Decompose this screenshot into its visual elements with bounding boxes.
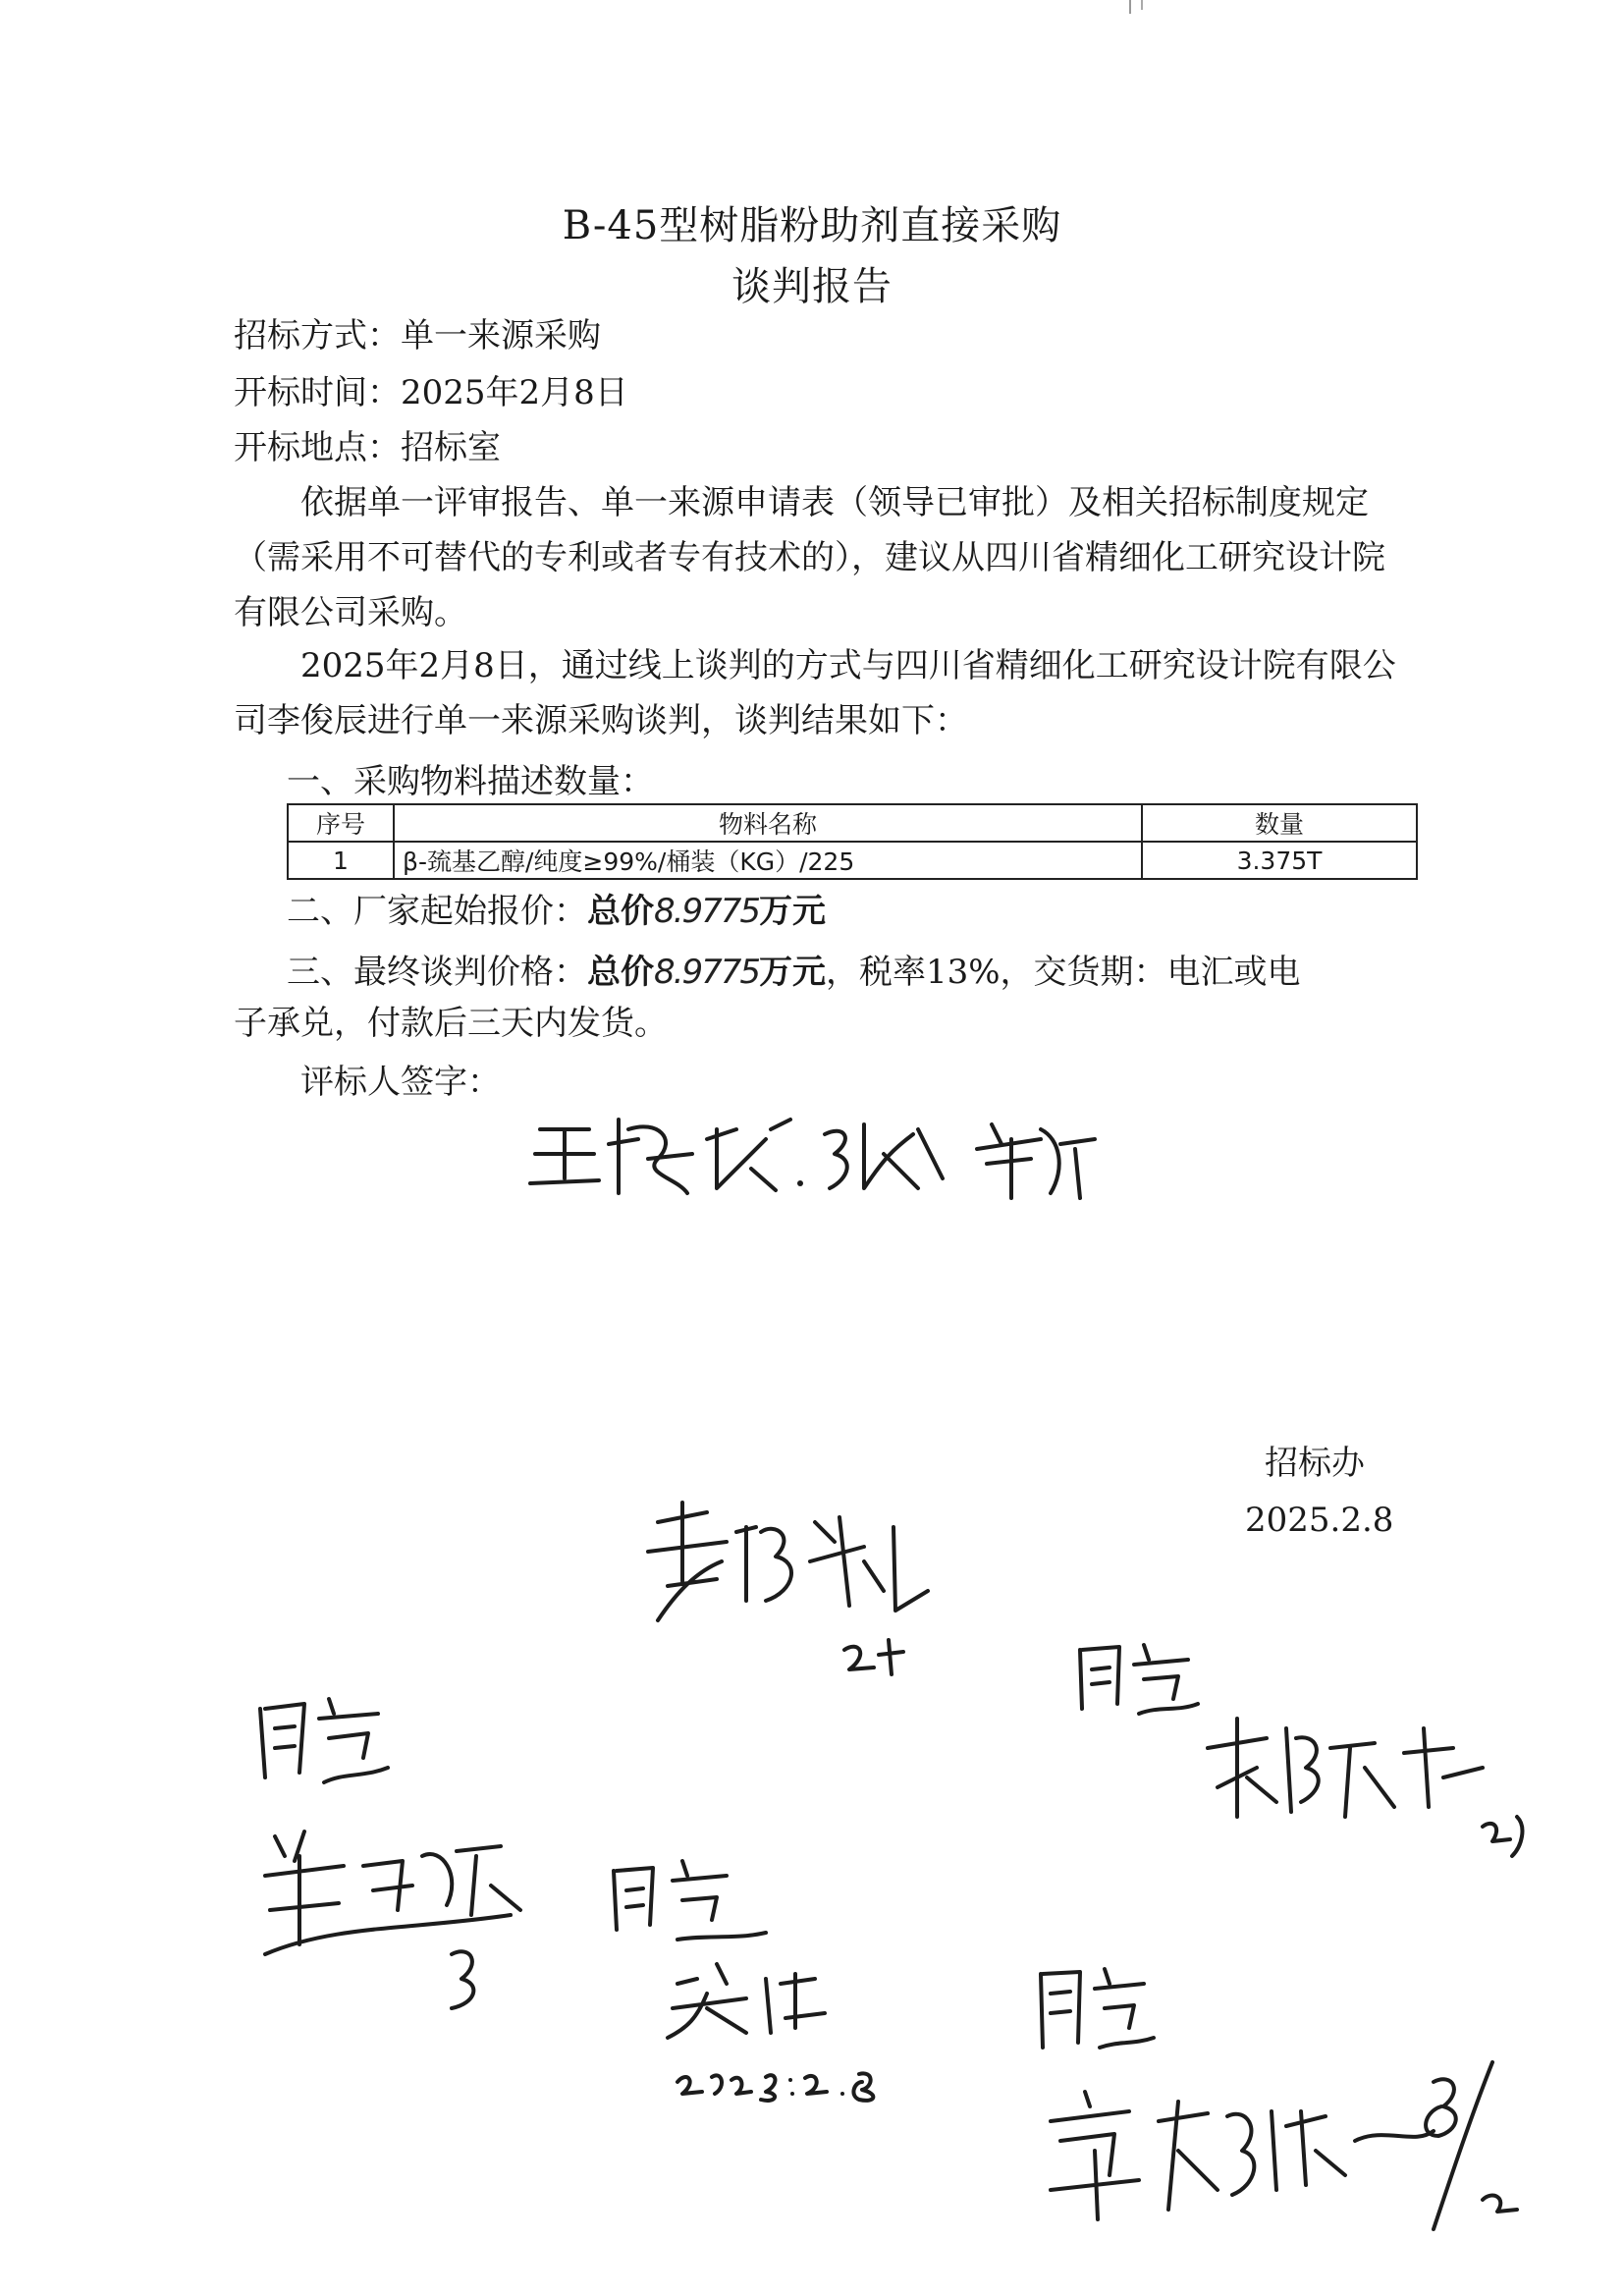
- section2-total-prefix: 总价: [587, 892, 654, 931]
- section2-label: 二、厂家起始报价：: [287, 892, 587, 931]
- approver-signature-2: [1070, 1635, 1218, 1727]
- section3-label: 三、最终谈判价格：: [287, 953, 587, 992]
- table-header: 序号: [288, 804, 394, 842]
- table-header: 物料名称: [394, 804, 1142, 842]
- bid-place-value: 招标室: [401, 428, 501, 467]
- section2-amount: 8.9775: [654, 892, 759, 931]
- section3-line: [287, 953, 1301, 992]
- section3-rest: ，税率13%，交货期：电汇或电: [825, 953, 1301, 992]
- bid-place-label: 开标地点：: [234, 428, 401, 467]
- bid-place-line: [234, 428, 501, 467]
- section3-amount: 8.9775: [654, 953, 759, 992]
- table-cell: 3.375T: [1142, 842, 1417, 879]
- bid-time-line: [234, 373, 628, 412]
- table-cell: 1: [288, 842, 394, 879]
- bid-method-value: 单一来源采购: [401, 316, 601, 355]
- office-date: 2025.2.8: [1245, 1501, 1394, 1540]
- table-cell: β-巯基乙醇/纯度≥99%/桶装（KG）/225: [394, 842, 1142, 879]
- evaluator-label: 评标人签字：: [300, 1063, 501, 1102]
- material-table: [287, 803, 1418, 880]
- bid-method-line: [234, 316, 601, 355]
- approver-signature-5: [599, 1846, 923, 2105]
- basis-paragraph: 依据单一评审报告、单一来源申请表（领导已审批）及相关招标制度规定（需采用不可替代的专利或者专有技术的），建议从四川省精细化工研究设计院有限公司采购。: [234, 483, 1385, 632]
- document-subtitle: 谈判报告: [731, 264, 893, 309]
- section3-total-prefix: 总价: [587, 953, 654, 992]
- scan-artifact: [1129, 0, 1131, 14]
- approver-signature-3: [1198, 1709, 1532, 1870]
- table-row: [288, 842, 1417, 879]
- negotiation-paragraph: 2025年2月8日，通过线上谈判的方式与四川省精细化工研究设计院有限公司李俊辰进行单一来源采购谈判，谈判结果如下：: [234, 646, 1396, 740]
- section2-unit: 万元: [758, 892, 826, 931]
- bid-time-value: 2025年2月8日: [401, 373, 628, 412]
- bid-method-label: 招标方式：: [234, 316, 401, 355]
- office-name: 招标办: [1265, 1444, 1365, 1483]
- scan-artifact: [1141, 0, 1143, 10]
- approver-signature-6: [1021, 1954, 1532, 2253]
- bid-time-label: 开标时间：: [234, 373, 401, 412]
- approver-signature-7: [250, 1689, 398, 1801]
- document-title: B-45型树脂粉助剂直接采购: [562, 203, 1062, 248]
- evaluator-signatures: [530, 1100, 1100, 1212]
- table-header-row: [288, 804, 1417, 842]
- section2-line: [287, 892, 826, 931]
- section3-unit: 万元: [758, 953, 826, 992]
- approver-signature-4: [255, 1817, 530, 2017]
- table-header: 数量: [1142, 804, 1417, 842]
- section3-line2: 子承兑，付款后三天内发货。: [234, 1004, 668, 1043]
- section1-heading: 一、采购物料描述数量：: [287, 762, 654, 801]
- approver-signature-1: [638, 1493, 933, 1693]
